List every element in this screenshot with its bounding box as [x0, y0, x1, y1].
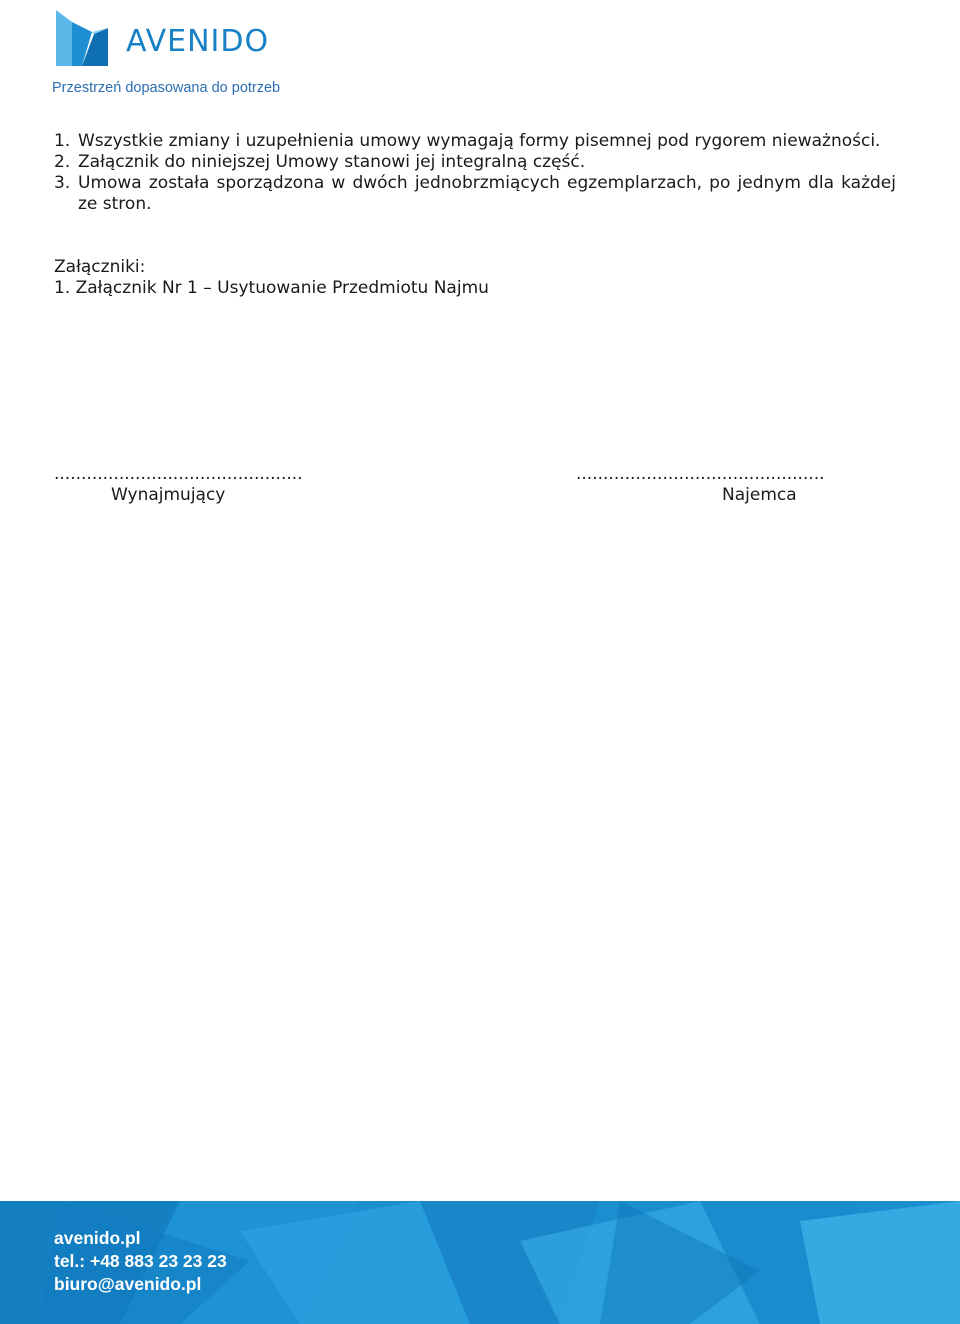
- footer: [0, 1201, 960, 1324]
- header: [52, 8, 292, 100]
- footer-contact: [54, 1227, 227, 1296]
- attachment-item: 1. Załącznik Nr 1 – Usytuowanie Przedmiotu Najmu: [54, 278, 489, 298]
- signature-landlord: [54, 464, 303, 506]
- signature-line: ..............................................: [576, 464, 825, 484]
- attachments-heading: Załączniki:: [54, 257, 146, 277]
- contract-clauses: [54, 131, 896, 299]
- tagline: Przestrzeń dopasowana do potrzeb: [52, 80, 281, 96]
- clause-item: [54, 131, 896, 152]
- clause-text: Załącznik do niniejszej Umowy stanowi jej integralną część.: [78, 152, 586, 172]
- clause-number: 2.: [54, 152, 71, 172]
- clause-number: 1.: [54, 131, 71, 151]
- clause-item: [54, 152, 896, 173]
- signature-tenant: [576, 464, 825, 506]
- footer-website: avenido.pl: [54, 1228, 141, 1248]
- signature-role: Wynajmujący: [111, 485, 226, 505]
- clause-number: 3.: [54, 173, 71, 193]
- signature-role: Najemca: [722, 485, 797, 505]
- clause-text: Wszystkie zmiany i uzupełnienia umowy wymagają formy pisemnej pod rygorem nieważności.: [78, 131, 881, 151]
- signature-line: ..............................................: [54, 464, 303, 484]
- logo-text: AVENIDO: [126, 24, 270, 59]
- footer-phone: tel.: +48 883 23 23 23: [54, 1251, 227, 1271]
- clause-text: Umowa została sporządzona w dwóch jednobrzmiących egzemplarzach, po jednym dla każdej ze stron.: [78, 173, 896, 214]
- logo-mark-icon: [52, 8, 114, 68]
- clause-item: [54, 173, 896, 215]
- footer-email: biuro@avenido.pl: [54, 1274, 202, 1294]
